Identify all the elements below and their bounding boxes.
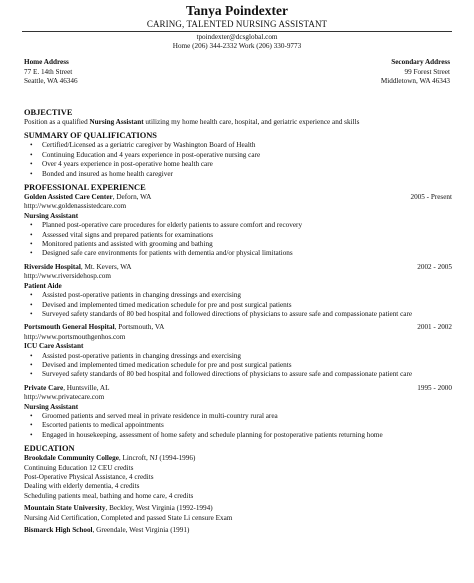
job-employer: Private Care bbox=[24, 383, 64, 392]
school-line bbox=[24, 504, 452, 513]
list-item: • Designed safe care environments for patients with dementia and/or physical limitations bbox=[24, 249, 452, 258]
education-entry bbox=[24, 526, 452, 535]
education-detail-line: Post-Operative Physical Assistance, 4 credits bbox=[24, 473, 154, 481]
job-url: http://www.portsmouthgenhos.com bbox=[24, 332, 126, 341]
job-duties bbox=[24, 352, 452, 380]
list-item: • Certified/Licensed as a geriatric caregiver by Washington Board of Health bbox=[24, 141, 452, 150]
header-divider bbox=[22, 31, 452, 32]
list-item: • Over 4 years experience in post-operative home health care bbox=[24, 160, 452, 169]
school-line bbox=[24, 454, 452, 463]
job-location: , Portsmouth, VA bbox=[114, 323, 165, 332]
job-location: , Mt. Kevers, WA bbox=[80, 262, 132, 271]
home-address-heading: Home Address bbox=[24, 58, 69, 66]
job-entry bbox=[24, 193, 452, 259]
job-employer-line bbox=[24, 384, 110, 393]
job-entry bbox=[24, 263, 452, 319]
job-dates: 2002 - 2005 bbox=[417, 262, 452, 271]
list-item: • Assisted post-operative patients in changing dressings and exercising bbox=[24, 352, 452, 361]
job-entry bbox=[24, 384, 452, 440]
objective-prefix: Position as a qualified bbox=[24, 118, 90, 126]
job-location: , Huntsville, AL bbox=[63, 383, 110, 392]
list-item: • Devised and implemented timed medication schedule for pre and post surgical patients bbox=[24, 361, 452, 370]
job-duties bbox=[24, 412, 452, 440]
resume-body bbox=[24, 108, 452, 535]
list-item: • Assisted post-operative patients in changing dressings and exercising bbox=[24, 291, 452, 300]
experience-heading: PROFESSIONAL EXPERIENCE bbox=[24, 183, 146, 193]
job-entry bbox=[24, 323, 452, 379]
job-duties bbox=[24, 221, 452, 259]
education-entry bbox=[24, 504, 452, 523]
home-address-line1: 77 E. 14th Street bbox=[24, 67, 73, 76]
list-item: • Groomed patients and served meal in private residence in multi-country rural area bbox=[24, 412, 452, 421]
school-name: Brookdale Community College bbox=[24, 454, 119, 463]
job-dates: 2005 - Present bbox=[410, 193, 452, 202]
qualifications-list bbox=[24, 141, 452, 179]
objective-text bbox=[24, 118, 452, 127]
job-url: http://www.privatecare.com bbox=[24, 393, 105, 402]
objective-emphasis: Nursing Assistant bbox=[89, 118, 144, 126]
job-employer: Riverside Hospital bbox=[24, 262, 81, 271]
objective-heading: OBJECTIVE bbox=[24, 108, 73, 117]
job-title: Nursing Assistant bbox=[24, 402, 79, 411]
list-item: • Surveyed safety standards of 80 bed hospital and followed directions of physicians to assure safe and compassionate patient care bbox=[24, 370, 452, 379]
secondary-address-block bbox=[381, 58, 450, 87]
job-employer-line bbox=[24, 323, 164, 332]
education-detail-line: Continuing Education 12 CEU credits bbox=[24, 463, 134, 472]
job-employer-line bbox=[24, 263, 131, 272]
education-detail-line: Scheduling patients meal, bathing and home care, 4 credits bbox=[24, 491, 194, 500]
list-item: • Devised and implemented timed medication schedule for pre and post surgical patients bbox=[24, 301, 452, 310]
job-header bbox=[24, 384, 452, 393]
education-detail-line: Dealing with elderly dementia, 4 credits bbox=[24, 482, 140, 491]
job-dates: 1995 - 2000 bbox=[417, 383, 452, 392]
list-item: • Monitored patients and assisted with grooming and bathing bbox=[24, 240, 452, 249]
job-duties bbox=[24, 291, 452, 319]
education-detail-line: Nursing Aid Certification, Completed and passed State Li censure Exam bbox=[24, 513, 233, 522]
list-item: • Continuing Education and 4 years experience in post-operative nursing care bbox=[24, 151, 452, 160]
list-item: • Planned post-operative care procedures for elderly patients to assure comfort and recovery bbox=[24, 221, 452, 230]
home-address-block bbox=[24, 58, 78, 87]
job-title: Nursing Assistant bbox=[24, 211, 79, 220]
job-title: ICU Care Assistant bbox=[24, 342, 84, 351]
phone-line: Home (206) 344-2332 Work (206) 330-9773 bbox=[172, 42, 302, 50]
job-location: , Deforn, WA bbox=[112, 193, 152, 202]
list-item: • Engaged in housekeeping, assessment of home safety and schedule planning for postoperative patients returning home bbox=[24, 431, 452, 440]
job-employer: Portsmouth General Hospital bbox=[24, 323, 115, 332]
list-item: • Assessed vital signs and prepared patients for examinations bbox=[24, 231, 452, 240]
candidate-name: Tanya Poindexter bbox=[186, 3, 288, 18]
school-detail: , Greendale, West Virginia (1991) bbox=[92, 526, 190, 535]
job-employer-line bbox=[24, 193, 151, 202]
school-detail: , Lincroft, NJ (1994-1996) bbox=[118, 454, 196, 463]
job-header bbox=[24, 193, 452, 202]
list-item: • Surveyed safety standards of 80 bed hospital and followed directions of physicians to assure safe and compassionate patient care bbox=[24, 310, 452, 319]
list-item: • Bonded and insured as home health caregiver bbox=[24, 170, 452, 179]
qualifications-heading: SUMMARY OF QUALIFICATIONS bbox=[24, 131, 157, 141]
job-header bbox=[24, 323, 452, 332]
school-name: Mountain State University bbox=[24, 504, 106, 513]
home-address-line2: Seattle, WA 46346 bbox=[24, 77, 78, 86]
secondary-address-line1: 99 Forest Street bbox=[404, 67, 450, 76]
job-url: http://www.goldenassistedcare.com bbox=[24, 202, 127, 211]
candidate-tagline: CARING, TALENTED NURSING ASSISTANT bbox=[146, 19, 328, 29]
school-line bbox=[24, 526, 452, 535]
education-entry bbox=[24, 454, 452, 501]
job-dates: 2001 - 2002 bbox=[417, 323, 452, 332]
school-detail: , Beckley, West Virginia (1992-1994) bbox=[105, 504, 213, 513]
job-employer: Golden Assisted Care Center bbox=[24, 193, 113, 202]
job-title: Patient Aide bbox=[24, 281, 62, 290]
secondary-address-heading: Secondary Address bbox=[391, 58, 450, 66]
list-item: • Escorted patients to medical appointments bbox=[24, 421, 452, 430]
education-heading: EDUCATION bbox=[24, 444, 75, 454]
school-name: Bismarck High School bbox=[24, 526, 93, 535]
secondary-address-line2: Middletown, WA 46343 bbox=[380, 77, 450, 86]
objective-suffix: utilizing my home health care, hospital, and geriatric experience and skills bbox=[143, 118, 360, 126]
job-url: http://www.riversidehosp.com bbox=[24, 272, 111, 281]
job-header bbox=[24, 263, 452, 272]
email-line: tpoindexter@dcsglobal.com bbox=[196, 33, 278, 41]
